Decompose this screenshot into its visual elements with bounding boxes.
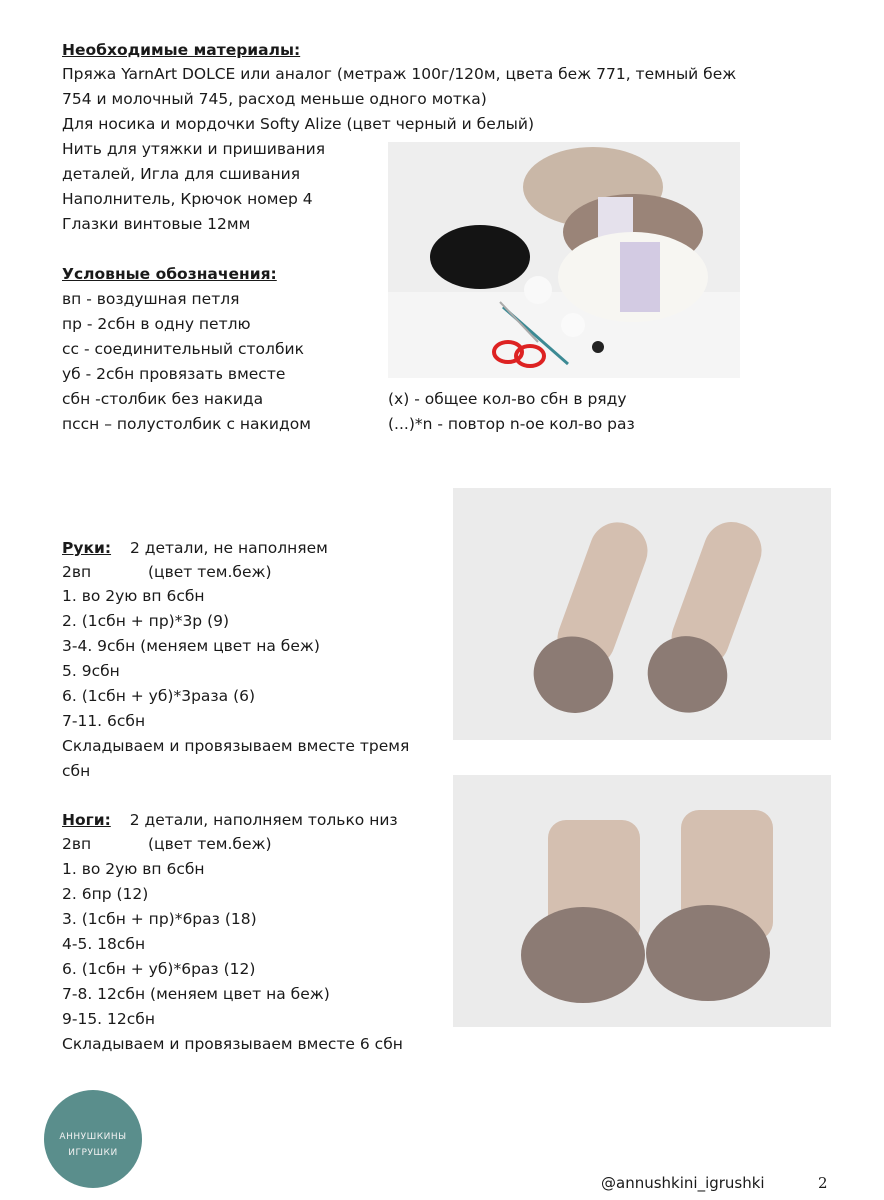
materials-line: деталей, Игла для сшивания xyxy=(62,165,301,183)
legend-item: пссн – полустолбик с накидом xyxy=(62,415,311,433)
materials-line: 754 и молочный 745, расход меньше одного мотка) xyxy=(62,90,487,108)
legs-row: 4-5. 18сбн xyxy=(62,935,146,953)
legs-header xyxy=(62,808,398,832)
legs-start: 2вп xyxy=(62,835,92,853)
footer-handle: @annushkini_igrushki xyxy=(601,1174,765,1192)
materials-line: Для носика и мордочки Softy Alize (цвет черный и белый) xyxy=(62,115,534,133)
logo-line1: АННУШКИНЫ xyxy=(59,1132,127,1142)
legend-item: вп - воздушная петля xyxy=(62,290,240,308)
materials-line: Глазки винтовые 12мм xyxy=(62,215,251,233)
page-number: 2 xyxy=(818,1174,828,1192)
arms-photo xyxy=(453,488,831,740)
arms-row: 2. (1сбн + пр)*3р (9) xyxy=(62,612,230,630)
legend-item: уб - 2сбн провязать вместе xyxy=(62,365,286,383)
arms-header xyxy=(62,536,328,560)
legend-extra: (x) - общее кол-во сбн в ряду xyxy=(388,390,627,408)
legend-item: сбн -столбик без накида xyxy=(62,390,264,408)
brand-logo xyxy=(44,1090,142,1188)
legend-item: сс - соединительный столбик xyxy=(62,340,304,358)
arms-title: Руки: xyxy=(62,539,112,557)
logo-line2: ИГРУШКИ xyxy=(68,1148,118,1158)
materials-line: Наполнитель, Крючок номер 4 xyxy=(62,190,313,208)
legs-row: 2. 6пр (12) xyxy=(62,885,149,903)
arms-row: сбн xyxy=(62,762,91,780)
legs-photo xyxy=(453,775,831,1027)
legend-item: пр - 2сбн в одну петлю xyxy=(62,315,251,333)
legend-extra: (...)*n - повтор n-ое кол-во раз xyxy=(388,415,635,433)
legs-row: Складываем и провязываем вместе 6 сбн xyxy=(62,1035,403,1053)
materials-line: Пряжа YarnArt DOLCE или аналог (метраж 100г/120м, цвета беж 771, темный беж xyxy=(62,65,737,83)
arms-row: 5. 9сбн xyxy=(62,662,120,680)
arms-color-note: (цвет тем.беж) xyxy=(148,563,272,581)
legs-row: 3. (1сбн + пр)*6раз (18) xyxy=(62,910,257,928)
materials-heading: Необходимые материалы: xyxy=(62,41,301,59)
legs-title: Ноги: xyxy=(62,811,111,829)
arms-row: 6. (1сбн + уб)*3раза (6) xyxy=(62,687,256,705)
legs-row: 7-8. 12сбн (меняем цвет на беж) xyxy=(62,985,330,1003)
arms-subtitle: 2 детали, не наполняем xyxy=(129,539,328,557)
legs-row: 1. во 2ую вп 6сбн xyxy=(62,860,205,878)
arms-row: 3-4. 9сбн (меняем цвет на беж) xyxy=(62,637,320,655)
arms-row: Складываем и провязываем вместе тремя xyxy=(62,737,410,755)
legend-heading: Условные обозначения: xyxy=(62,265,277,283)
arms-start: 2вп xyxy=(62,563,92,581)
arms-row: 7-11. 6сбн xyxy=(62,712,146,730)
legs-subtitle: 2 детали, наполняем только низ xyxy=(129,811,398,829)
materials-line: Нить для утяжки и пришивания xyxy=(62,140,326,158)
legs-row: 9-15. 12сбн xyxy=(62,1010,155,1028)
legs-row: 6. (1сбн + уб)*6раз (12) xyxy=(62,960,256,978)
arms-row: 1. во 2ую вп 6сбн xyxy=(62,587,205,605)
legs-color-note: (цвет тем.беж) xyxy=(148,835,272,853)
materials-photo xyxy=(388,142,740,378)
